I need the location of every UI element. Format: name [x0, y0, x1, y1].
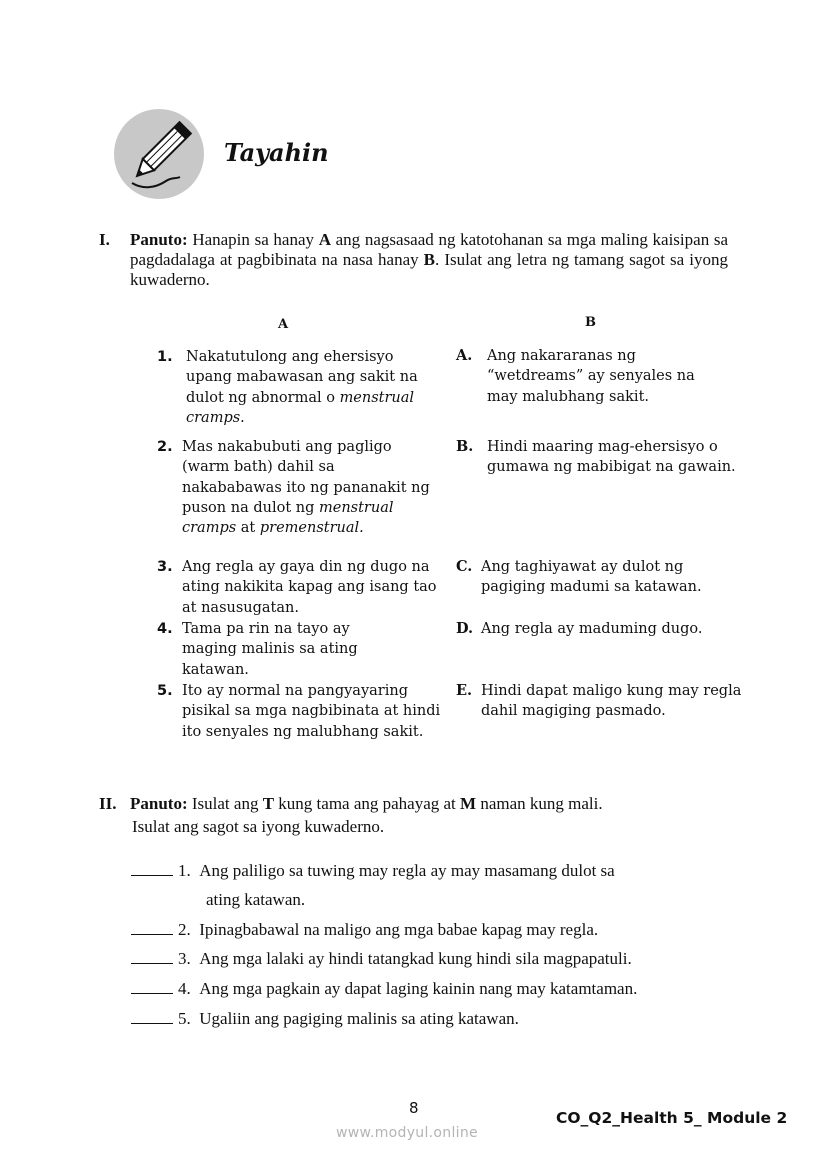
- column-a-item: 1. Nakatutulong ang ehersisyo upang mabawasan ang sakit na dulot ng abnormal o menstrual cramps.: [157, 349, 418, 426]
- true-false-item: 1. Ang paliligo sa tuwing may regla ay may masamang dulot sa: [131, 861, 615, 881]
- answer-blank[interactable]: [131, 920, 173, 935]
- pencil-icon: [114, 109, 204, 199]
- true-false-item: 4. Ang mga pagkain ay dapat laging kainin nang may katamtaman.: [131, 979, 637, 999]
- column-b-item: B. Hindi maaring mag-ehersisyo o gumawa ng mabibigat na gawain.: [456, 438, 736, 476]
- page-number: 8: [409, 1099, 419, 1117]
- true-false-item: 2. Ipinagbabawal na maligo ang mga babae kapag may regla.: [131, 920, 598, 940]
- column-b-item: A. Ang nakararanas ng “wetdreams” ay senyales na may malubhang sakit.: [456, 347, 695, 405]
- answer-blank[interactable]: [131, 949, 173, 964]
- watermark: www.modyul.online: [336, 1125, 478, 1141]
- answer-blank[interactable]: [131, 861, 173, 876]
- section-2-instructions-line2: Isulat ang sagot sa iyong kuwaderno.: [132, 817, 385, 836]
- true-false-item-continuation: ating katawan.: [206, 890, 306, 909]
- column-b-header: B: [585, 315, 596, 330]
- answer-blank[interactable]: [131, 979, 173, 994]
- section-2-number: II.: [99, 794, 117, 813]
- column-a-item: 2. Mas nakabubuti ang pagligo (warm bath) dahil sa nakababawas ito ng pananakit ng puson na dulot ng menstrual cramps at premenstrual.: [157, 439, 430, 537]
- answer-blank[interactable]: [131, 1009, 173, 1024]
- column-b-item: C. Ang taghiyawat ay dulot ng pagiging madumi sa katawan.: [456, 558, 702, 596]
- instruction-label: Panuto:: [130, 794, 188, 813]
- section-1-instructions: Panuto: Hanapin sa hanay A ang nagsasaad ng katotohanan sa mga maling kaisipan sa pagdadalaga at pagbibinata na nasa hanay B. Isulat ang letra ng tamang sagot sa iyong kuwaderno.: [130, 230, 729, 289]
- true-false-item: 5. Ugaliin ang pagiging malinis sa ating katawan.: [131, 1009, 519, 1029]
- column-b-item: D. Ang regla ay maduming dugo.: [456, 620, 703, 637]
- true-false-item: 3. Ang mga lalaki ay hindi tatangkad kung hindi sila magpapatuli.: [131, 949, 632, 969]
- section-2-instructions: Panuto: Isulat ang T kung tama ang pahayag at M naman kung mali.: [130, 794, 603, 813]
- module-code: CO_Q2_Health 5_ Module 2: [556, 1109, 788, 1127]
- column-b-item: E. Hindi dapat maligo kung may regla dahil magiging pasmado.: [456, 682, 742, 720]
- page-title: Tayahin: [224, 138, 329, 167]
- column-a-header: A: [278, 317, 289, 332]
- column-a-item: 4. Tama pa rin na tayo ay maging malinis sa ating katawan.: [157, 621, 358, 678]
- section-1-number: I.: [99, 230, 110, 249]
- column-a-item: 5. Ito ay normal na pangyayaring pisikal sa mga nagbibinata at hindi ito senyales ng malubhang sakit.: [157, 683, 441, 740]
- column-a-item: 3. Ang regla ay gaya din ng dugo na ating nakikita kapag ang isang tao at nasusugatan.: [157, 559, 437, 616]
- instruction-label: Panuto:: [130, 230, 188, 249]
- pencil-icon-badge: [114, 109, 204, 199]
